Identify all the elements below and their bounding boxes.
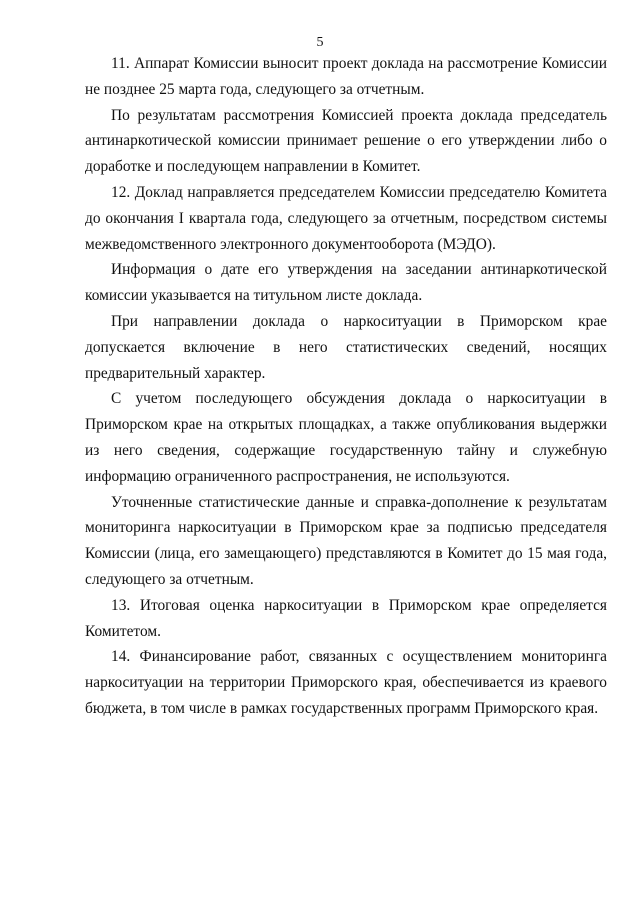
page-number: 5 <box>316 35 324 50</box>
document-body <box>85 51 607 722</box>
paragraph-preliminary-data: При направлении доклада о наркоситуации в Приморском крае допускается включение в него статистических сведений, носящих предварительный характер. <box>85 312 607 382</box>
paragraph-approval-date: Информация о дате его утверждения на заседании антинаркотической комиссии указывается на титульном листе доклада. <box>85 261 607 305</box>
paragraph-updated-data: Уточненные статистические данные и справка-дополнение к результатам мониторинга наркоситуации в Приморском крае за подписью председателя Комиссии (лица, его замещающего) представляются в Комитет до 15 мая года, следующего за отчетным. <box>85 493 607 588</box>
paragraph-review-decision: По результатам рассмотрения Комиссией проекта доклада председатель антинаркотической комиссии принимает решение о его утверждении либо о доработке и последующем направлении в Комитет. <box>85 106 607 176</box>
paragraph-item-12-sending: 12. Доклад направляется председателем Комиссии председателю Комитета до окончания I квартала года, следующего за отчетным, посредством системы межведомственного электронного документооборота (МЭДО). <box>85 183 607 253</box>
paragraph-item-11-submission: 11. Аппарат Комиссии выносит проект доклада на рассмотрение Комиссии не позднее 25 марта года, следующего за отчетным. <box>85 55 607 98</box>
paragraph-confidentiality: С учетом последующего обсуждения доклада о наркоситуации в Приморском крае на открытых площадках, а также опубликования выдержки из него сведения, содержащие государственную тайну и служебную информацию ограниченного распространения, не используются. <box>85 390 607 485</box>
paragraph-item-14-financing: 14. Финансирование работ, связанных с осуществлением мониторинга наркоситуации на территории Приморского края, обеспечивается из краевого бюджета, в том числе в рамках государственных программ Приморского края. <box>85 648 607 717</box>
paragraph-item-13-final-assessment: 13. Итоговая оценка наркоситуации в Приморском крае определяется Комитетом. <box>85 596 607 640</box>
